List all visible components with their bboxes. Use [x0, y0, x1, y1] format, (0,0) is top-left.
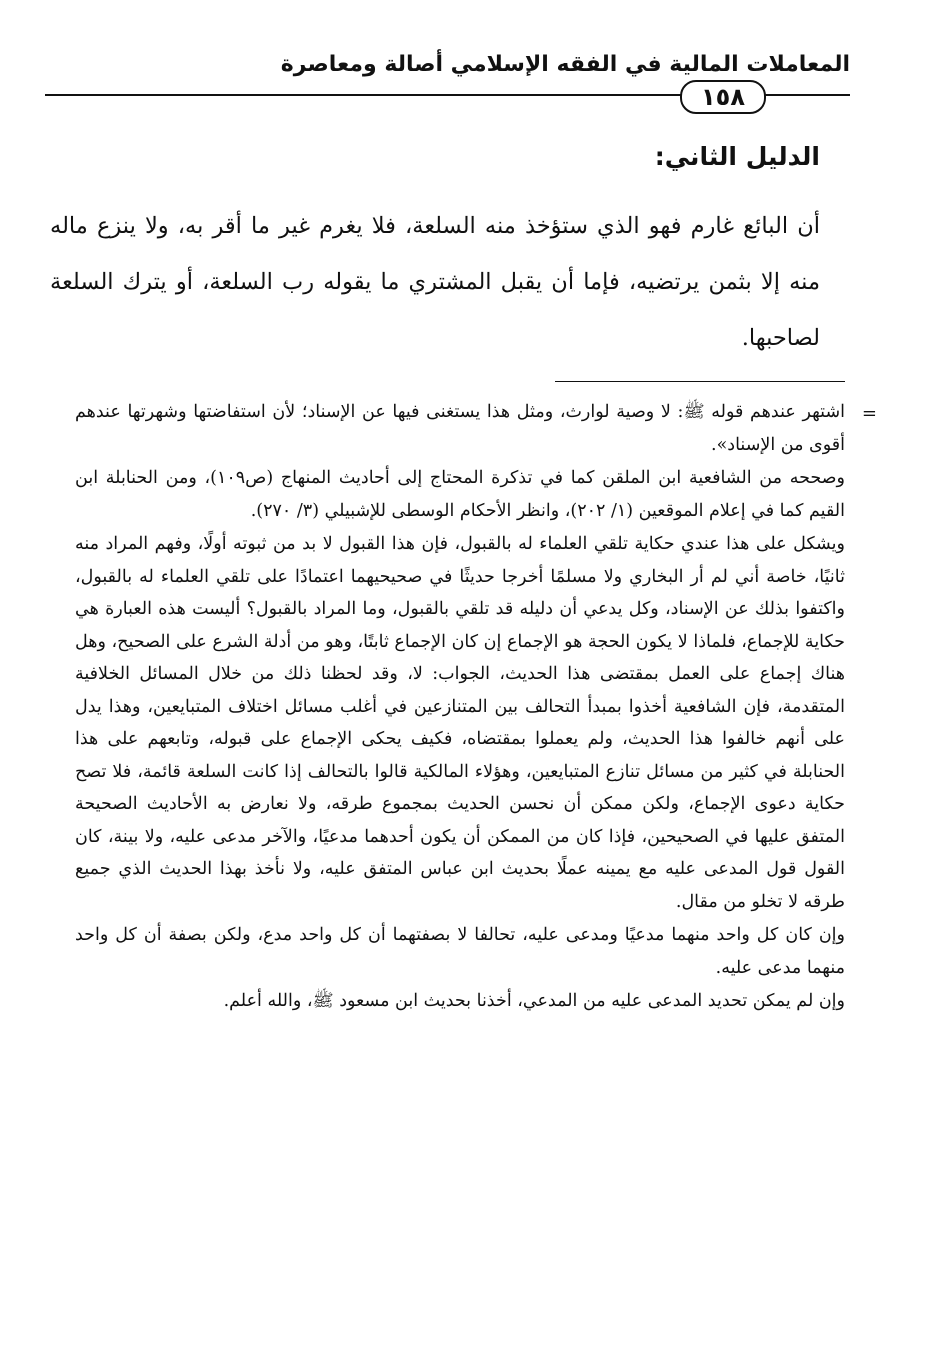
footnote-separator [555, 381, 845, 382]
footnotes [75, 396, 877, 1019]
footnote-paragraph: ويشكل على هذا عندي حكاية تلقي العلماء له بالقبول، فإن هذا القبول لا بد من ثبوته أولًا، وفهم المراد منه ثانيًا، خاصة أني لم أر البخاري ولا مسلمًا أخرجا حديثًا في صحيحيهما اعتمادًا على تلقي العلماء له بالقبول، واكتفوا بذلك عن الإسناد، وكل يدعي أن دليله قد تلقي بالقبول، وما المراد بالقبول؟ أليست هذه العبارة هي حكاية للإجماع، فلماذا لا يكون الحجة هو الإجماع إن كان الإجماع ثابتًا، وهو من أدلة الشرع على الصحيح، وهل هناك إجماع على العمل بمقتضى هذا الحديث، الجواب: لا، وقد لحظنا ذلك من خلال المسائل الخلافية المتقدمة، فإن الشافعية أخذوا بمبدأ التحالف بين المتنازعين في أغلب مسائل اختلاف المتبايعين، وهذا يدل على أنهم خالفوا هذا الحديث، ولم يعملوا بمقتضاه، فكيف يحكى الإجماع على قبوله، وتابعهم على هذا الحنابلة في كثير من مسائل تنازع المتبايعين، وهؤلاء المالكية قالوا بالتحالف إذا كانت السلعة قائمة، فلا تصح حكاية دعوى الإجماع، ولكن ممكن أن نحسن الحديث بمجموع طرقه، ولا نعارض به الأحاديث الصحيحة المتفق عليها في الصحيحين، فإذا كان من الممكن أن يكون أحدهما مدعيًا، والآخر مدعى عليه، ولا بينة، كان القول قول المدعى عليه مع يمينه عملًا بحديث ابن عباس المتفق عليه، ولا نأخذ بهذا الحديث الذي جميع طرقه لا تخلو من مقال. [75, 534, 845, 912]
section-heading: الدليل الثاني: [654, 142, 820, 171]
footnote-paragraph: وإن كان كل واحد منهما مدعيًا ومدعى عليه، تحالفا لا بصفتهما أن كل واحد مدع، ولكن بصفة أن كل واحد منهما مدعى عليه. [75, 925, 845, 978]
page-number: ١٥٨ [680, 80, 766, 114]
footnote-paragraph: وصححه من الشافعية ابن الملقن كما في تذكرة المحتاج إلى أحاديث المنهاج (ص١٠٩)، ومن الحنابلة ابن القيم كما في إعلام الموقعين (١/ ٢٠٢)، وانظر الأحكام الوسطى للإشبيلي (٣/ ٢٧٠). [75, 468, 845, 521]
footnote-continuation-mark: = [861, 403, 877, 424]
running-title: المعاملات المالية في الفقه الإسلامي أصالة ومعاصرة [280, 52, 850, 77]
main-paragraph: أن البائع غارم فهو الذي ستؤخذ منه السلعة، فلا يغرم غير ما أقر به، ولا ينزع ماله منه إلا بثمن يرتضيه، فإما أن يقبل المشتري ما يقوله رب السلعة، أو يترك السلعة لصاحبها. [50, 213, 820, 351]
footnote-paragraph: وإن لم يمكن تحديد المدعى عليه من المدعي، أخذنا بحديث ابن مسعود ﷺ، والله أعلم. [223, 991, 845, 1011]
footnote-paragraph: اشتهر عندهم قوله ﷺ: لا وصية لوارث، ومثل هذا يستغنى فيها عن الإسناد؛ لأن استفاضتها وشهرتها عندهم أقوى من الإسناد». [75, 402, 845, 455]
